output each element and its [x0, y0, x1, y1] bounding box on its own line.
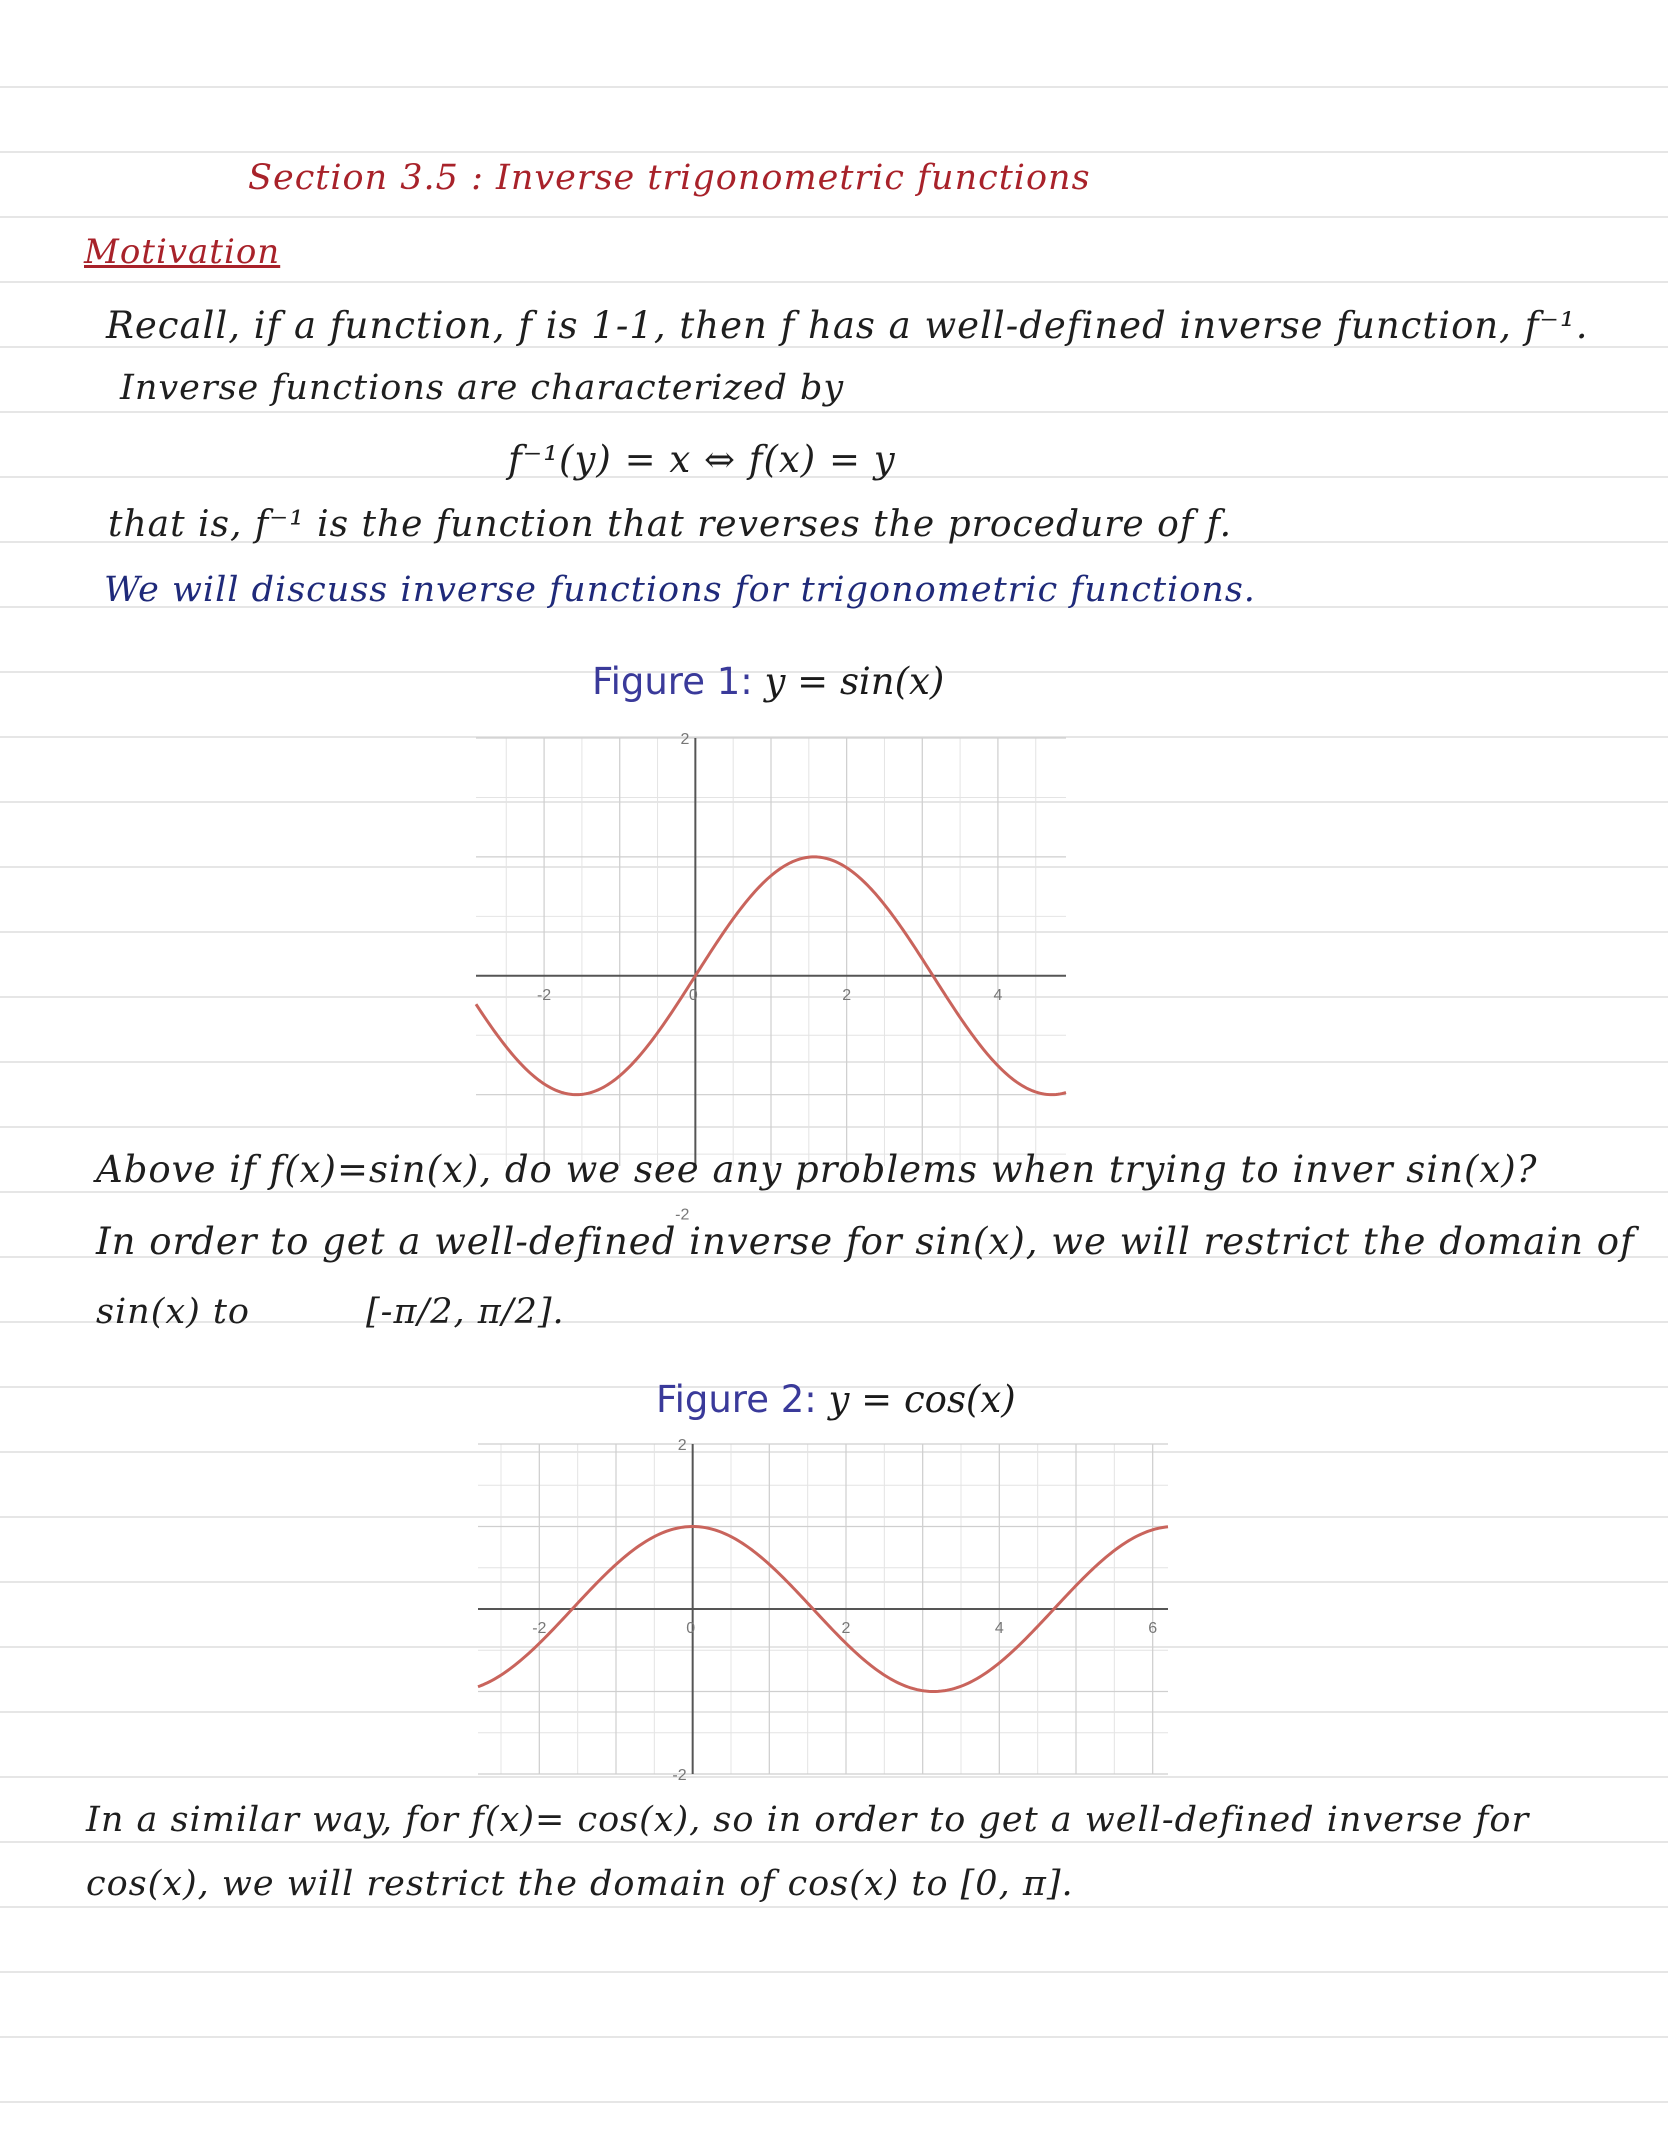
- y-tick-label: -2: [675, 1206, 690, 1224]
- figure2-label: Figure 2:: [656, 1378, 817, 1421]
- x-tick-label: 0: [688, 986, 698, 1004]
- y-tick-label: 2: [680, 731, 690, 748]
- figure1-caption: [592, 660, 944, 703]
- figure2-caption: [656, 1378, 1016, 1421]
- x-tick-label: 0: [686, 1620, 696, 1637]
- x-tick-label: 2: [841, 1620, 851, 1637]
- inverse-characterized-line: Inverse functions are characterized by: [120, 368, 845, 408]
- x-tick-label: -2: [536, 986, 552, 1004]
- similar-way-line: In a similar way, for f(x)= cos(x), so in order to get a well-defined inverse for: [86, 1800, 1530, 1840]
- x-tick-label: -2: [532, 1620, 547, 1637]
- sin-domain-line: sin(x) to: [96, 1292, 251, 1332]
- reverses-line: that is, f⁻¹ is the function that reverses the procedure of f.: [108, 504, 1233, 545]
- recall-line: Recall, if a function, f is 1-1, then f has a well-defined inverse function, f⁻¹.: [106, 304, 1589, 347]
- restrict-sin-line: In order to get a well-defined inverse for sin(x), we will restrict the domain of: [96, 1220, 1635, 1263]
- restrict-cos-line: cos(x), we will restrict the domain of cos(x) to [0, π].: [86, 1864, 1074, 1904]
- motivation-heading: Motivation: [84, 232, 281, 272]
- x-tick-label: 6: [1148, 1620, 1158, 1637]
- figure2-graph: [478, 1437, 1168, 1784]
- x-tick-label: 4: [993, 986, 1003, 1004]
- y-tick-label: -2: [672, 1767, 687, 1784]
- x-tick-label: 4: [994, 1620, 1004, 1637]
- discuss-line: We will discuss inverse functions for trigonometric functions.: [104, 570, 1256, 610]
- figure2-equation: y = cos(x): [828, 1378, 1016, 1421]
- y-tick-label: 2: [677, 1437, 687, 1454]
- inverse-formula: f⁻¹(y) = x ⇔ f(x) = y: [508, 438, 896, 481]
- figure1-graph: [476, 731, 1066, 1224]
- problems-question: Above if f(x)=sin(x), do we see any problems when trying to inver sin(x)?: [96, 1148, 1538, 1191]
- section-title: Section 3.5 : Inverse trigonometric functions: [248, 158, 1091, 198]
- x-tick-label: 2: [842, 986, 852, 1004]
- figure1-equation: y = sin(x): [764, 660, 945, 703]
- figure1-label: Figure 1:: [592, 660, 753, 703]
- sin-interval: [-π/2, π/2].: [366, 1292, 565, 1332]
